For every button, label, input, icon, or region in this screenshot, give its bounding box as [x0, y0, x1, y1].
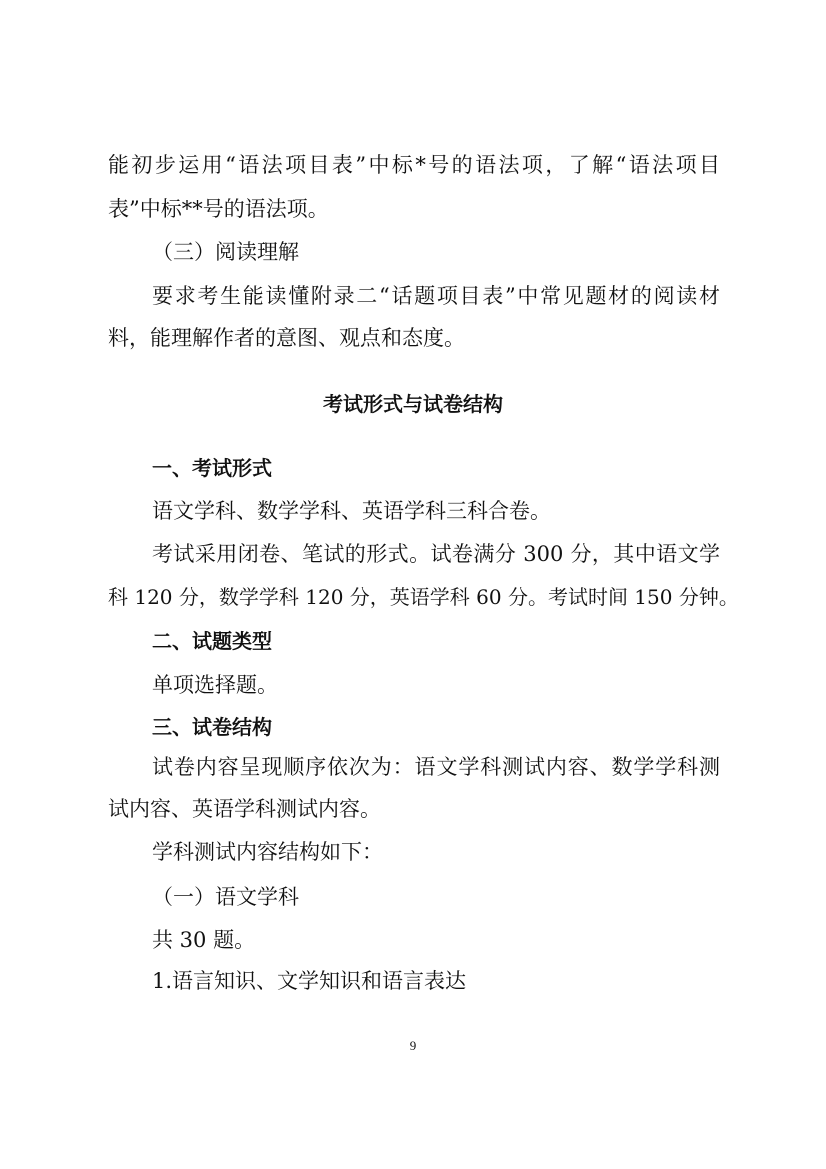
- body-text-line: 料，能理解作者的意图、观点和态度。: [108, 326, 465, 350]
- body-text-line: 学科测试内容结构如下：: [152, 840, 383, 864]
- subsection-heading: （一）语文学科: [152, 885, 299, 909]
- heading-question-type: 二、试题类型: [152, 629, 272, 653]
- page-number: 9: [409, 1038, 417, 1053]
- body-text-line: 试卷内容呈现顺序依次为：语文学科测试内容、数学学科测: [152, 755, 720, 779]
- section-title: 考试形式与试卷结构: [323, 392, 503, 416]
- heading-exam-form: 一、考试形式: [152, 456, 272, 480]
- body-text-line: 考试采用闭卷、笔试的形式。试卷满分 300 分，其中语文学: [152, 542, 720, 566]
- list-item: 1.语言知识、文学知识和语言表达: [152, 969, 467, 993]
- heading-structure: 三、试卷结构: [152, 715, 272, 739]
- body-text-line: 单项选择题。: [152, 673, 278, 697]
- body-text-line: 能初步运用“语法项目表”中标*号的语法项，了解“语法项目: [108, 153, 720, 177]
- body-text-line: 语文学科、数学学科、英语学科三科合卷。: [152, 499, 551, 523]
- subsection-heading: （三）阅读理解: [152, 240, 299, 264]
- body-text-line: 表”中标**号的语法项。: [108, 197, 329, 221]
- body-text-line: 科 120 分，数学学科 120 分，英语学科 60 分。考试时间 150 分钟。: [108, 585, 739, 609]
- body-text-line: 试内容、英语学科测试内容。: [108, 797, 381, 821]
- body-text-line: 共 30 题。: [152, 928, 256, 952]
- body-text-line: 要求考生能读懂附录二“话题项目表”中常见题材的阅读材: [152, 284, 720, 308]
